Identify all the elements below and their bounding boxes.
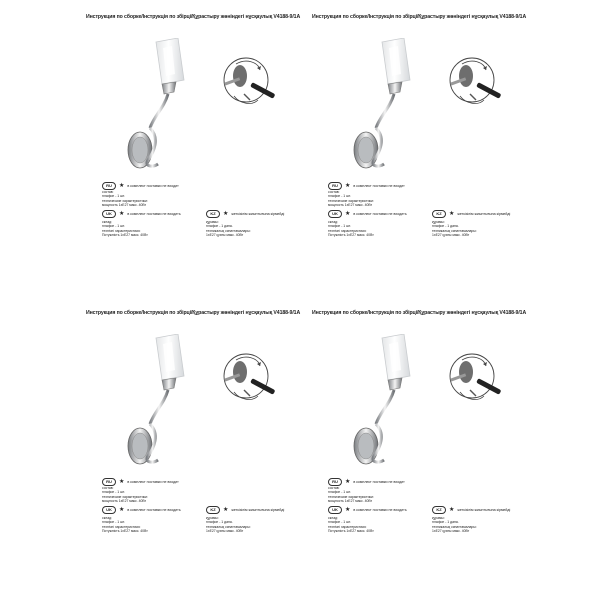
kz-specs: құрамы: плафон - 1 дана. техникалық сипаттамалары: 1хE27 қуаты макс. 40Вт <box>432 516 477 534</box>
wall-sconce-image <box>112 334 192 472</box>
star-icon: ★ <box>119 507 125 513</box>
kz-note: жеткізілім жиынтығына кірмейді <box>231 508 285 512</box>
kz-note: жеткізілім жиынтығына кірмейді <box>457 212 511 216</box>
uk-note: в комплект поставки не входить <box>127 212 181 216</box>
kz-specs: құрамы: плафон - 1 дана. техникалық сипаттамалары: 1хE27 қуаты макс. 40Вт <box>432 220 477 238</box>
wall-sconce-image <box>338 334 418 472</box>
kz-badge: KZ <box>432 506 446 514</box>
kz-specs: құрамы: плафон - 1 дана. техникалық сипаттамалары: 1хE27 қуаты макс. 40Вт <box>206 220 251 238</box>
kz-specs: құрамы: плафон - 1 дана. техникалық сипаттамалары: 1хE27 қуаты макс. 40Вт <box>206 516 251 534</box>
uk-badge: UK <box>328 210 342 218</box>
instruction-title: Инструкция по сборке/Інструкція по збірці/Құрастыру жөніндегі нұсқаулық V4188-9/1A <box>86 310 301 316</box>
ru-specs: состав: плафон - 1 шт. технические характеристики: мощность 1хE27 макс. 40Вт <box>328 190 374 208</box>
star-icon: ★ <box>223 507 229 513</box>
kz-note: жеткізілім жиынтығына кірмейді <box>231 212 285 216</box>
wall-sconce-image <box>112 38 192 176</box>
uk-specs: склад: плафон - 1 шт. технічні характеристики: Потужність 1хE27 макс. 40Вт <box>328 220 374 238</box>
instruction-panel <box>312 14 527 238</box>
uk-note-row <box>328 210 407 218</box>
ru-note-row <box>102 182 179 190</box>
star-icon: ★ <box>119 183 125 189</box>
ru-specs: состав: плафон - 1 шт. технические характеристики: мощность 1хE27 макс. 40Вт <box>102 190 148 208</box>
mounting-diagram <box>206 50 288 114</box>
kz-note-row <box>206 506 284 514</box>
star-icon: ★ <box>119 479 125 485</box>
mounting-diagram <box>206 346 288 410</box>
uk-badge: UK <box>102 210 116 218</box>
kz-badge: KZ <box>432 210 446 218</box>
star-icon: ★ <box>449 507 455 513</box>
uk-specs: склад: плафон - 1 шт. технічні характеристики: Потужність 1хE27 макс. 40Вт <box>102 516 148 534</box>
instruction-panel <box>86 310 301 534</box>
ru-note: в комплект поставки не входит <box>353 184 405 188</box>
kz-note-row <box>206 210 284 218</box>
uk-specs: склад: плафон - 1 шт. технічні характеристики: Потужність 1хE27 макс. 40Вт <box>102 220 148 238</box>
instruction-title: Инструкция по сборке/Інструкція по збірці/Құрастыру жөніндегі нұсқаулық V4188-9/1A <box>312 14 527 20</box>
kz-badge: KZ <box>206 506 220 514</box>
star-icon: ★ <box>345 183 351 189</box>
ru-badge: RU <box>102 478 116 486</box>
ru-note: в комплект поставки не входит <box>353 480 405 484</box>
star-icon: ★ <box>449 211 455 217</box>
uk-badge: UK <box>328 506 342 514</box>
ru-note-row <box>102 478 179 486</box>
ru-badge: RU <box>102 182 116 190</box>
ru-note-row <box>328 478 405 486</box>
ru-note: в комплект поставки не входит <box>127 480 179 484</box>
star-icon: ★ <box>345 479 351 485</box>
star-icon: ★ <box>119 211 125 217</box>
instruction-title: Инструкция по сборке/Інструкція по збірці/Құрастыру жөніндегі нұсқаулық V4188-9/1A <box>312 310 527 316</box>
wall-sconce-image <box>338 38 418 176</box>
mounting-diagram <box>432 346 514 410</box>
uk-note: в комплект поставки не входить <box>127 508 181 512</box>
uk-badge: UK <box>102 506 116 514</box>
kz-note-row <box>432 210 510 218</box>
uk-note-row <box>102 210 181 218</box>
uk-note-row <box>328 506 407 514</box>
ru-specs: состав: плафон - 1 шт. технические характеристики: мощность 1хE27 макс. 40Вт <box>102 486 148 504</box>
star-icon: ★ <box>345 211 351 217</box>
instruction-panel <box>86 14 301 238</box>
instruction-title: Инструкция по сборке/Інструкція по збірці/Құрастыру жөніндегі нұсқаулық V4188-9/1A <box>86 14 301 20</box>
uk-specs: склад: плафон - 1 шт. технічні характеристики: Потужність 1хE27 макс. 40Вт <box>328 516 374 534</box>
uk-note: в комплект поставки не входить <box>353 212 407 216</box>
instruction-panel <box>312 310 527 534</box>
uk-note-row <box>102 506 181 514</box>
star-icon: ★ <box>223 211 229 217</box>
kz-note-row <box>432 506 510 514</box>
mounting-diagram <box>432 50 514 114</box>
ru-badge: RU <box>328 182 342 190</box>
ru-note: в комплект поставки не входит <box>127 184 179 188</box>
kz-note: жеткізілім жиынтығына кірмейді <box>457 508 511 512</box>
ru-badge: RU <box>328 478 342 486</box>
star-icon: ★ <box>345 507 351 513</box>
ru-specs: состав: плафон - 1 шт. технические характеристики: мощность 1хE27 макс. 40Вт <box>328 486 374 504</box>
ru-note-row <box>328 182 405 190</box>
kz-badge: KZ <box>206 210 220 218</box>
uk-note: в комплект поставки не входить <box>353 508 407 512</box>
